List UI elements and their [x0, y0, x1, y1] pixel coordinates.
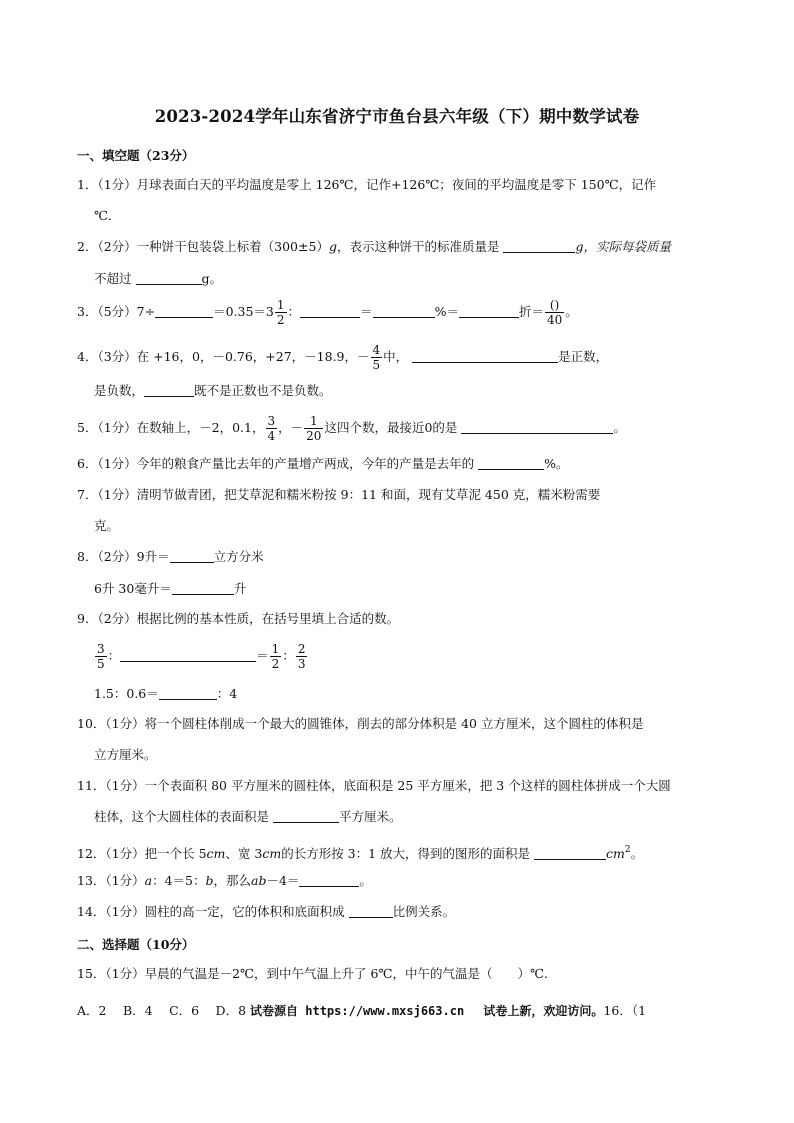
q14-text-2: 比例关系。 — [392, 904, 456, 919]
question-7-line1: 7．（1分）清明节做青团，把艾草泥和糯米粉按 9：11 和面，现有艾草泥 450 克，糯米粉需要 — [77, 487, 601, 502]
question-15-options-line — [77, 1002, 646, 1020]
fraction-denominator: 2 — [276, 313, 285, 327]
q6-text-1: 6．（1分）今年的粮食产量比去年的产量增产两成，今年的产量是去年的 — [77, 456, 475, 471]
fraction-numerator: 3 — [97, 642, 105, 656]
question-8-line2 — [94, 580, 246, 598]
q5-text-3: 这四个数，最接近0的是 — [324, 420, 458, 435]
answer-blank[interactable] — [144, 383, 194, 397]
q12-text-1: 12．（1分）把一个长 5 — [77, 846, 207, 861]
fraction — [270, 642, 282, 671]
source-watermark-text: 试卷源自 https://www.mxsj663.cn 试卷上新，欢迎访问。 — [250, 1004, 604, 1018]
fraction-denominator: 3 — [297, 657, 306, 671]
question-11-line2 — [94, 808, 402, 826]
q13-text-3: ，那么 — [213, 873, 251, 888]
q4-text-2: 中， — [383, 349, 409, 364]
q9-text-3: ： — [282, 648, 295, 663]
q2-text-1: 2．（2分）一种饼干包装袋上标着（300±5） — [77, 239, 329, 254]
answer-blank[interactable] — [172, 581, 234, 595]
variable-b: b — [205, 873, 214, 888]
fraction-denominator: 4 — [267, 429, 276, 443]
fraction-denominator: 20 — [306, 429, 322, 443]
answer-blank[interactable] — [159, 686, 217, 700]
fraction-numerator: () — [545, 298, 564, 313]
q8-text-3: 6升 30毫升＝ — [94, 581, 172, 596]
question-5 — [77, 414, 626, 443]
answer-blank[interactable] — [478, 456, 544, 470]
answer-blank[interactable] — [461, 420, 613, 434]
q3-text-4: ＝ — [360, 304, 373, 319]
q2-text-3: g，实际每袋质量 — [575, 239, 671, 254]
section-heading-choice: 二、选择题（10分） — [77, 937, 195, 952]
q12-exponent: 2 — [624, 845, 631, 855]
q11-text-2: 平方厘米。 — [339, 809, 402, 824]
question-13 — [77, 872, 372, 890]
question-8-line1 — [77, 548, 264, 566]
q8-text-1: 8．（2分）9升＝ — [77, 549, 170, 564]
question-3 — [77, 298, 578, 327]
answer-blank[interactable] — [120, 648, 256, 662]
question-12 — [77, 841, 643, 863]
q14-text-1: 14．（1分）圆柱的高一定，它的体积和底面积成 — [77, 904, 345, 919]
answer-blank[interactable] — [300, 304, 360, 318]
fraction — [266, 414, 278, 443]
question-2-line2 — [94, 270, 222, 288]
fraction-numerator: 1 — [304, 414, 323, 429]
question-1-line2: ℃． — [94, 208, 121, 223]
question-9-line2 — [94, 642, 308, 671]
q9-text-2: ＝ — [256, 648, 269, 663]
question-4-line1 — [77, 343, 608, 372]
question-2-line1 — [77, 238, 671, 256]
fraction-denominator: 5 — [372, 358, 381, 372]
answer-blank[interactable] — [459, 304, 519, 318]
answer-blank[interactable] — [155, 304, 213, 318]
q5-text-1: 5．（1分）在数轴上，－2，0.1， — [77, 420, 265, 435]
fraction-numerator: 3 — [267, 414, 276, 428]
q2-text-2: ，表示这种饼干的标准质量是 — [336, 239, 500, 254]
fraction — [545, 298, 564, 327]
fraction-denominator: 40 — [546, 313, 563, 327]
q9-text-1: ： — [107, 648, 121, 663]
question-6 — [77, 455, 569, 473]
q12-unit-cm: cm — [206, 846, 226, 861]
fraction-numerator: 1 — [276, 298, 285, 312]
variable-a: a — [144, 873, 153, 888]
q4-text-1: 4．（3分）在 +16，0，－0.76，+27，－18.9，－ — [77, 349, 370, 364]
q2-text-4: 不超过 — [94, 271, 132, 286]
question-16-start: 16．（1 — [603, 1003, 647, 1018]
answer-blank[interactable] — [373, 304, 435, 318]
fraction — [304, 414, 323, 443]
variable-ab: ab — [251, 873, 267, 888]
q4-text-5: 既不是正数也不是负数。 — [194, 383, 332, 398]
fraction — [95, 642, 107, 671]
q2-text-5: g。 — [201, 271, 223, 286]
fraction — [296, 642, 308, 671]
answer-blank[interactable] — [170, 549, 214, 563]
fraction-numerator: 2 — [297, 642, 306, 656]
answer-blank[interactable] — [299, 873, 359, 887]
answer-blank[interactable] — [534, 846, 606, 860]
q3-text-3: ： — [287, 304, 301, 319]
question-10-line1: 10．（1分）将一个圆柱体削成一个最大的圆锥体，削去的部分体积是 40 立方厘米，这个圆柱的体积是 — [77, 716, 644, 731]
q4-text-3: 是正数， — [558, 349, 609, 364]
q12-text-3: 的长方形按 3：1 放大，得到的图形的面积是 — [281, 846, 531, 861]
question-10-line2: 立方厘米。 — [94, 747, 157, 762]
q9-text-4: 1.5：0.6＝ — [94, 686, 159, 701]
answer-blank[interactable] — [273, 809, 339, 823]
q9-text-5: ：4 — [216, 686, 238, 701]
fraction-numerator: 1 — [271, 642, 280, 656]
q12-text-4: 。 — [630, 846, 644, 861]
question-14 — [77, 903, 455, 921]
fraction — [371, 343, 383, 372]
q12-unit-cm: cm — [262, 846, 282, 861]
q12-text-2: 、宽 3 — [225, 846, 263, 861]
q6-text-2: %。 — [544, 456, 569, 471]
q5-text-4: 。 — [613, 420, 626, 435]
q13-text-5: 。 — [359, 873, 372, 888]
question-7-line2: 克。 — [94, 518, 120, 533]
q3-text-2: ＝0.35＝3 — [213, 304, 274, 319]
question-15-options: A．2 B．4 C．6 D．8 — [77, 1003, 247, 1018]
answer-blank[interactable] — [349, 904, 393, 918]
q4-text-4: 是负数， — [94, 383, 145, 398]
question-11-line1: 11．（1分）一个表面积 80 平方厘米的圆柱体，底面积是 25 平方厘米，把 3 个这样的圆柱体拼成一个大圆 — [77, 778, 671, 793]
question-1-line1: 1．（1分）月球表面白天的平均温度是零上 126℃，记作+126℃；夜间的平均温度是零下 150℃，记作 — [77, 177, 657, 192]
q3-text-5: %＝ — [434, 304, 459, 319]
q12-unit-cm2: cm — [606, 846, 625, 861]
question-9-line1: 9．（2分）根据比例的基本性质，在括号里填上合适的数。 — [77, 611, 400, 626]
question-15: 15．（1分）早晨的气温是－2℃，到中午气温上升了 6℃，中午的气温是（ ）℃. — [77, 966, 548, 981]
answer-blank[interactable] — [503, 239, 575, 253]
q13-text-1: 13．（1分） — [77, 873, 145, 888]
q13-text-4: －4＝ — [266, 873, 300, 888]
answer-blank[interactable] — [412, 349, 558, 363]
section-heading-fill-blank: 一、填空题（23分） — [77, 148, 195, 163]
q11-text-1: 柱体，这个大圆柱体的表面积是 — [94, 809, 270, 824]
fraction-numerator: 4 — [372, 343, 381, 357]
question-9-line3 — [94, 685, 237, 703]
q8-text-4: 升 — [233, 581, 247, 596]
q3-text-6: 折＝ — [518, 304, 544, 319]
question-4-line2 — [94, 382, 332, 400]
page-title: 2023-2024学年山东省济宁市鱼台县六年级（下）期中数学试卷 — [154, 107, 640, 126]
q3-text-1: 3．（5分）7÷ — [77, 304, 156, 319]
q5-text-2: ，－ — [278, 420, 304, 435]
fraction-denominator: 2 — [271, 657, 280, 671]
q3-text-7: 。 — [565, 304, 578, 319]
q8-text-2: 立方分米 — [213, 549, 264, 564]
fraction — [275, 298, 287, 327]
answer-blank[interactable] — [136, 271, 202, 285]
q13-text-2: ：4＝5： — [152, 873, 206, 888]
fraction-denominator: 5 — [97, 657, 105, 671]
q2-unit-g: g — [328, 239, 337, 254]
